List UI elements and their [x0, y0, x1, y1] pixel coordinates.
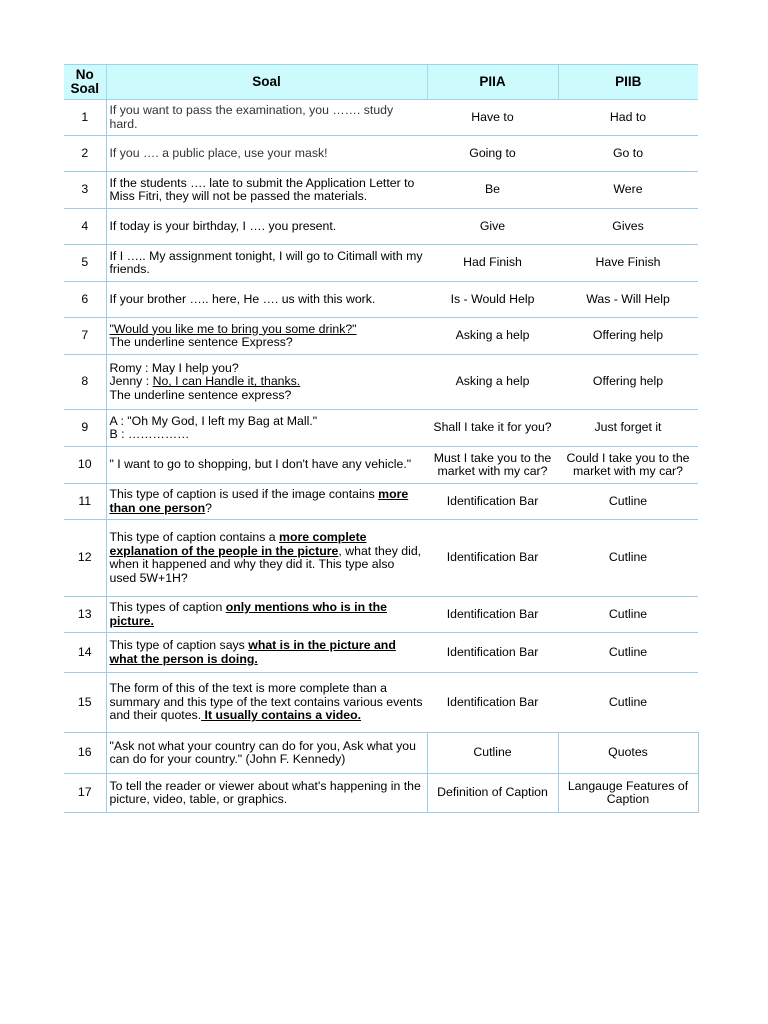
emphasis-text: more than one person [109, 487, 409, 515]
row-number: 10 [64, 447, 106, 484]
option-b: Could I take you to the market with my car? [558, 447, 698, 484]
table-row [64, 733, 698, 774]
question-text [106, 520, 427, 597]
question-prompt: The underline sentence Express? [109, 335, 293, 349]
option-b: Just forget it [558, 410, 698, 447]
option-b: Go to [558, 136, 698, 172]
question-prefix: This type of caption says [109, 638, 249, 652]
option-b: Have Finish [558, 245, 698, 282]
option-a: Cutline [427, 733, 558, 774]
question-text [106, 633, 427, 673]
table-row [64, 484, 698, 520]
option-b: Had to [558, 100, 698, 136]
option-a: Asking a help [427, 318, 558, 355]
emphasis-text: It usually contains a video. [201, 708, 362, 723]
row-number: 12 [64, 520, 106, 597]
option-a: Going to [427, 136, 558, 172]
row-number: 2 [64, 136, 106, 172]
option-b: Offering help [558, 355, 698, 410]
underlined-sentence: No, I can Handle it, thanks. [152, 374, 301, 389]
question-text: If you want to pass the examination, you ……. study hard. [106, 100, 427, 136]
option-a: Had Finish [427, 245, 558, 282]
table-row [64, 355, 698, 410]
dialogue-line: B : …………… [109, 427, 190, 441]
option-b: Cutline [558, 673, 698, 733]
row-number: 1 [64, 100, 106, 136]
option-a: Identification Bar [427, 484, 558, 520]
question-text [106, 597, 427, 633]
speaker-label: Jenny : [109, 374, 153, 389]
row-number: 17 [64, 774, 106, 813]
option-a: Shall I take it for you? [427, 410, 558, 447]
emphasis-text: what is in the picture and what the person is doing. [109, 638, 396, 666]
question-suffix: ? [205, 500, 212, 515]
option-b: Langauge Features of Caption [558, 774, 698, 813]
option-a: Definition of Caption [427, 774, 558, 813]
row-number: 15 [64, 673, 106, 733]
question-prefix: The form of this of the text is more complete than a summary and this type of the text contains various events and their quotes. [109, 681, 423, 723]
question-text [106, 410, 427, 447]
row-number: 8 [64, 355, 106, 410]
option-a: Identification Bar [427, 597, 558, 633]
table-row [64, 282, 698, 318]
table-row [64, 136, 698, 172]
table-row [64, 209, 698, 245]
option-a: Be [427, 172, 558, 209]
question-text: " I want to go to shopping, but I don't have any vehicle." [106, 447, 427, 484]
dialogue-line: Romy : May I help you? [109, 360, 239, 375]
dialogue-line [110, 375, 424, 389]
question-text: If I ….. My assignment tonight, I will go to Citimall with my friends. [106, 245, 427, 282]
question-suffix: , what they did, when it happened and why they did it. This type also used 5W+1H? [109, 543, 422, 585]
header-no: No Soal [64, 65, 106, 100]
question-text: If the students …. late to submit the Application Letter to Miss Fitri, they will not be passed the materials. [106, 172, 427, 209]
question-text: If your brother ….. here, He …. us with this work. [106, 282, 427, 318]
option-a: Identification Bar [427, 520, 558, 597]
row-number: 7 [64, 318, 106, 355]
row-number: 13 [64, 597, 106, 633]
option-b: Was - Will Help [558, 282, 698, 318]
header-soal: Soal [106, 65, 427, 100]
table-row [64, 447, 698, 484]
header-option-b: PIIB [558, 65, 698, 100]
table-row [64, 520, 698, 597]
option-b: Were [558, 172, 698, 209]
question-prefix: This types of caption [109, 600, 226, 614]
question-text: "Ask not what your country can do for you, Ask what you can do for your country." (John F. Kennedy) [106, 733, 427, 774]
question-text [106, 355, 427, 410]
option-a: Must I take you to the market with my car? [427, 447, 558, 484]
question-prompt: The underline sentence express? [109, 387, 292, 402]
row-number: 14 [64, 633, 106, 673]
table-row [64, 245, 698, 282]
row-number: 16 [64, 733, 106, 774]
option-a: Give [427, 209, 558, 245]
header-option-a: PIIA [427, 65, 558, 100]
option-b: Cutline [558, 597, 698, 633]
row-number: 4 [64, 209, 106, 245]
option-b: Cutline [558, 484, 698, 520]
row-number: 3 [64, 172, 106, 209]
option-a: Is - Would Help [427, 282, 558, 318]
question-text: To tell the reader or viewer about what's happening in the picture, video, table, or graphics. [106, 774, 427, 813]
option-b: Cutline [558, 633, 698, 673]
question-text [106, 673, 427, 733]
table-row [64, 172, 698, 209]
underlined-sentence: "Would you like me to bring you some drink?" [109, 321, 357, 336]
option-b: Quotes [558, 733, 698, 774]
option-a: Identification Bar [427, 633, 558, 673]
emphasis-text: only mentions who is in the picture. [109, 600, 387, 628]
question-text [106, 484, 427, 520]
option-b: Offering help [558, 318, 698, 355]
question-text: If today is your birthday, I …. you present. [106, 209, 427, 245]
question-prefix: This type of caption contains a [109, 530, 280, 544]
option-a: Identification Bar [427, 673, 558, 733]
table-row [64, 100, 698, 136]
emphasis-text: more complete explanation of the people in the picture [109, 530, 367, 558]
row-number: 11 [64, 484, 106, 520]
row-number: 6 [64, 282, 106, 318]
table-row [64, 673, 698, 733]
question-table [64, 64, 699, 813]
table-row [64, 633, 698, 673]
option-a: Asking a help [427, 355, 558, 410]
question-text: If you …. a public place, use your mask! [106, 136, 427, 172]
table-row [64, 318, 698, 355]
row-number: 9 [64, 410, 106, 447]
option-b: Gives [558, 209, 698, 245]
table-row [64, 597, 698, 633]
header-row [64, 65, 698, 100]
question-text [106, 318, 427, 355]
option-b: Cutline [558, 520, 698, 597]
dialogue-line: A : "Oh My God, I left my Bag at Mall." [109, 413, 318, 428]
option-a: Have to [427, 100, 558, 136]
row-number: 5 [64, 245, 106, 282]
table-row [64, 410, 698, 447]
table-row [64, 774, 698, 813]
question-prefix: This type of caption is used if the image contains [109, 487, 379, 501]
